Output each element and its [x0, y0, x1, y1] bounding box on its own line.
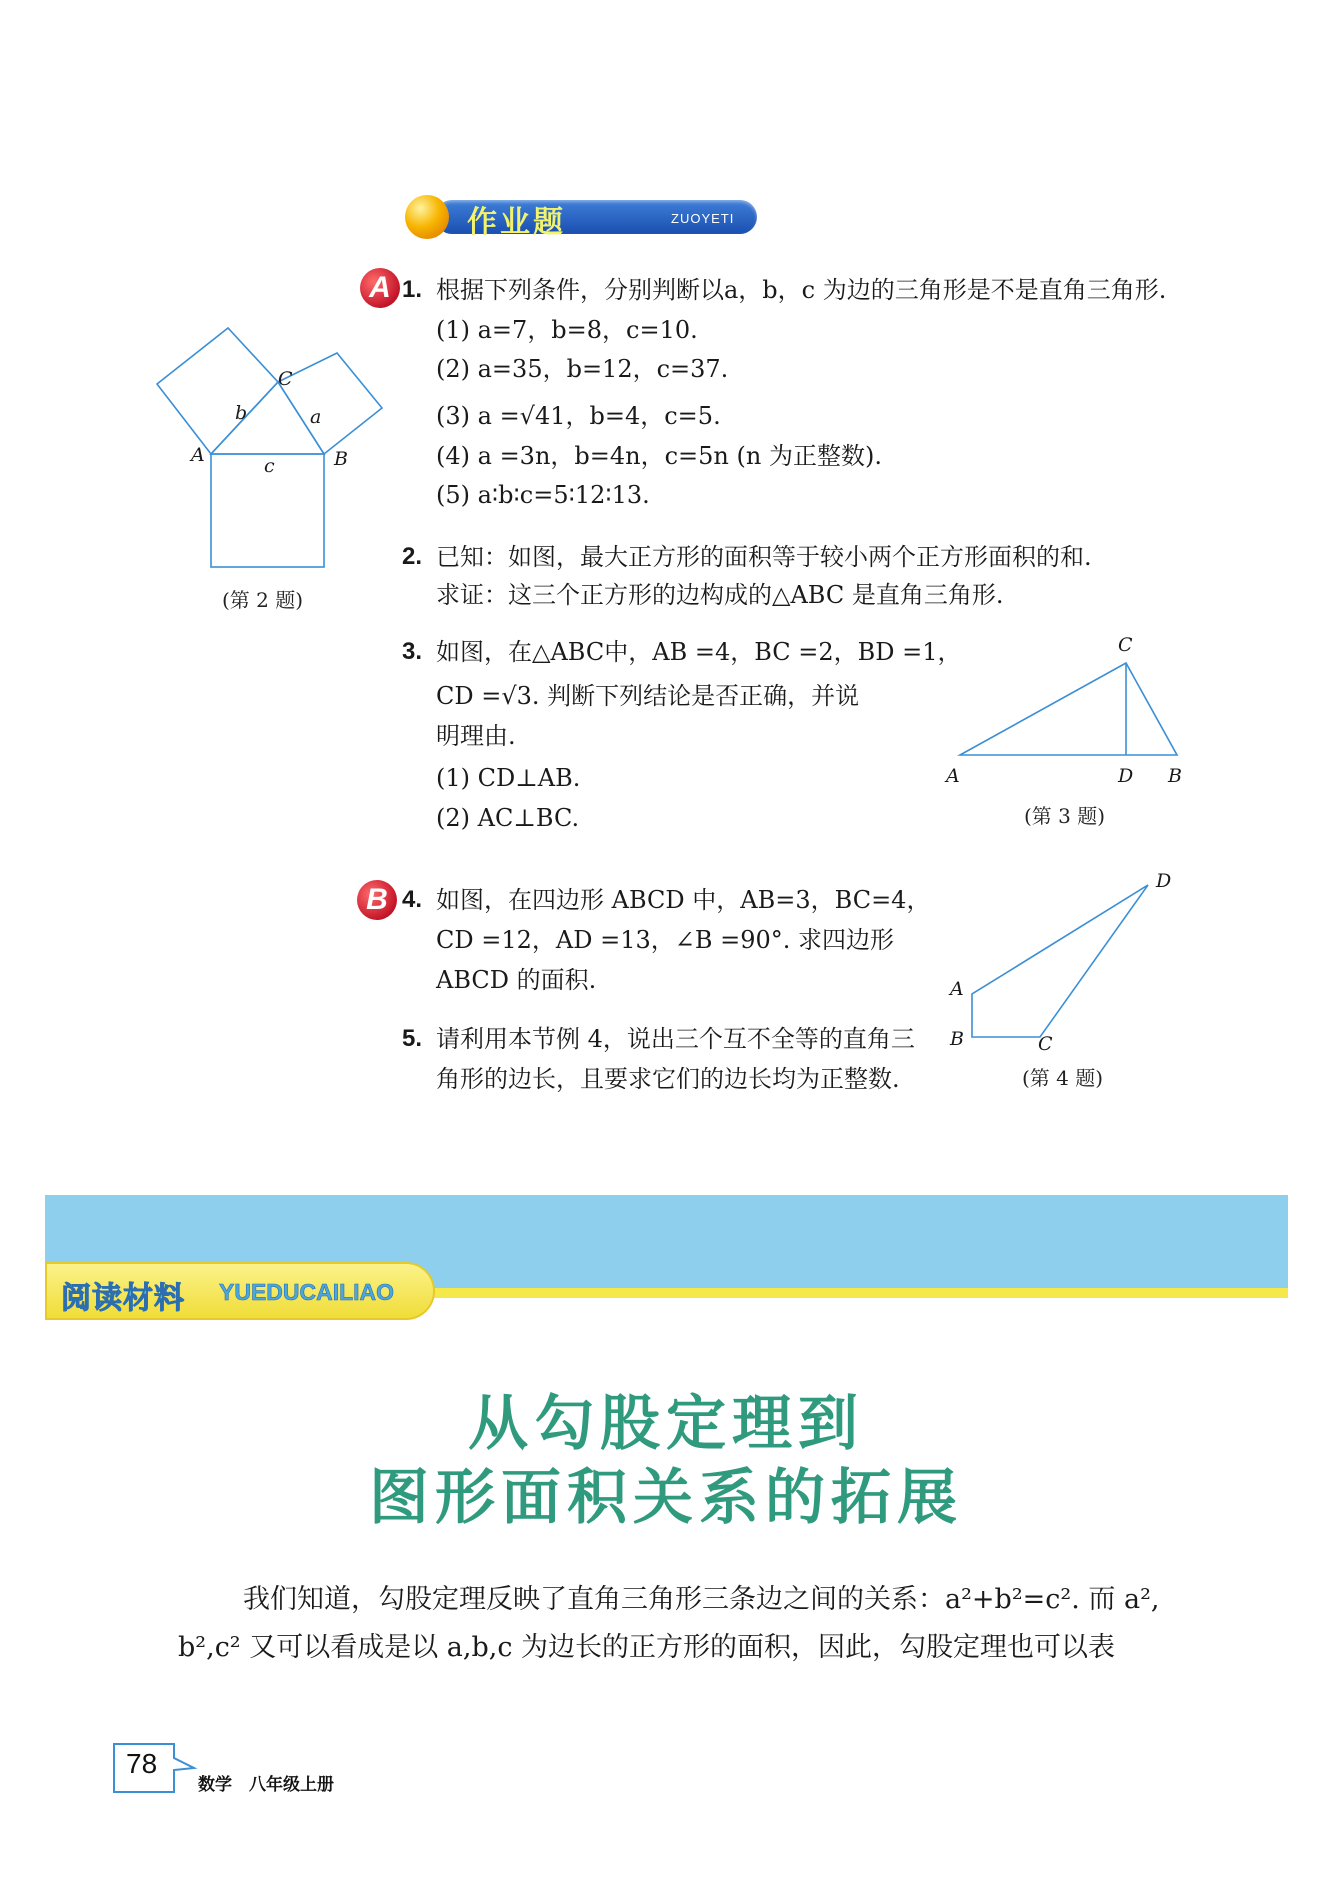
fig3-label-A: A [946, 765, 960, 787]
q5-line-2: 角形的边长，且要求它们的边长均为正整数. [436, 1065, 900, 1093]
reading-title-line-2: 图形面积关系的拓展 [369, 1463, 963, 1533]
fig4-caption: (第 4 题) [1022, 1066, 1104, 1090]
q1-text: 根据下列条件，分别判断以a，b，c 为边的三角形是不是直角三角形. [436, 276, 1167, 304]
fig2-label-B: B [334, 448, 348, 470]
reading-banner-stripe [430, 1288, 1288, 1298]
fig3-label-B: B [1168, 765, 1182, 787]
q3-item-1: (1) CD⊥AB. [436, 764, 581, 792]
fig4-label-A: A [950, 978, 964, 1000]
section-b-badge: B [357, 880, 397, 920]
reading-paragraph-line-1: 我们知道，勾股定理反映了直角三角形三条边之间的关系：a²+b²=c². 而 a², [243, 1584, 1160, 1615]
book-title: 数学 八年级上册 [198, 1775, 334, 1795]
q3-line-2: CD =√3. 判断下列结论是否正确，并说 [436, 682, 860, 710]
figure-q3 [950, 655, 1190, 765]
homework-title: 作业题 [467, 205, 566, 240]
q4-line-2: CD =12，AD =13，∠B =90°. 求四边形 [436, 926, 895, 954]
q1-item-2: (2) a=35，b=12，c=37. [436, 355, 729, 383]
homework-header [405, 193, 760, 239]
q5-number: 5. [402, 1025, 423, 1052]
q1-item-4: (4) a =3n，b=4n，c=5n (n 为正整数). [436, 442, 882, 470]
reading-title-line-1: 从勾股定理到 [468, 1389, 864, 1459]
q1-item-5: (5) a∶b∶c=5∶12∶13. [436, 481, 650, 509]
q1-number: 1. [402, 276, 423, 303]
q1-item-1: (1) a=7，b=8，c=10. [436, 316, 698, 344]
reading-paragraph-line-2: b²,c² 又可以看成是以 a,b,c 为边长的正方形的面积，因此，勾股定理也可以表 [178, 1632, 1116, 1663]
fig2-label-b: b [235, 402, 248, 424]
quadrilateral-abcd [972, 885, 1148, 1037]
triangle-abc [211, 382, 324, 454]
q5-line-1: 请利用本节例 4，说出三个互不全等的直角三 [436, 1025, 915, 1053]
fig3-label-D: D [1118, 765, 1134, 787]
q2-line-2: 求证：这三个正方形的边构成的△ABC 是直角三角形. [436, 581, 1004, 609]
q3-line-3: 明理由. [436, 722, 516, 750]
reading-label-en: YUEDUCAILIAO [219, 1279, 395, 1305]
fig2-label-a: a [310, 406, 322, 428]
figure-q2 [150, 320, 400, 580]
fig4-label-C: C [1038, 1033, 1053, 1055]
fig2-label-A: A [191, 444, 205, 466]
reading-label-cn: 阅读材料 [61, 1281, 185, 1316]
page-number: 78 [126, 1748, 158, 1779]
fig4-label-D: D [1156, 870, 1172, 892]
q4-line-1: 如图，在四边形 ABCD 中，AB=3，BC=4， [436, 886, 931, 914]
fig2-label-c: c [264, 455, 275, 477]
q3-line-1: 如图，在△ABC中，AB =4，BC =2，BD =1， [436, 638, 962, 666]
section-a-badge: A [360, 268, 400, 308]
q3-number: 3. [402, 638, 423, 665]
fig4-label-B: B [950, 1028, 964, 1050]
q3-item-2: (2) AC⊥BC. [436, 804, 580, 832]
q4-line-3: ABCD 的面积. [436, 966, 597, 994]
reading-label-tab [45, 1262, 435, 1320]
square-b [157, 328, 278, 454]
square-a [278, 353, 382, 454]
fig2-label-C: C [278, 368, 293, 390]
figure-q4 [960, 875, 1160, 1050]
q4-number: 4. [402, 886, 423, 913]
q2-number: 2. [402, 543, 423, 570]
orange-ball-icon [405, 195, 449, 239]
fig3-caption: (第 3 题) [1024, 804, 1106, 828]
fig2-caption: (第 2 题) [222, 588, 304, 612]
homework-subtitle: ZUOYETI [671, 211, 735, 226]
triangle-q3 [960, 663, 1177, 755]
fig3-label-C: C [1118, 634, 1133, 656]
q2-line-1: 已知：如图，最大正方形的面积等于较小两个正方形面积的和. [436, 543, 1092, 571]
q1-item-3: (3) a =√41，b=4，c=5. [436, 402, 721, 430]
